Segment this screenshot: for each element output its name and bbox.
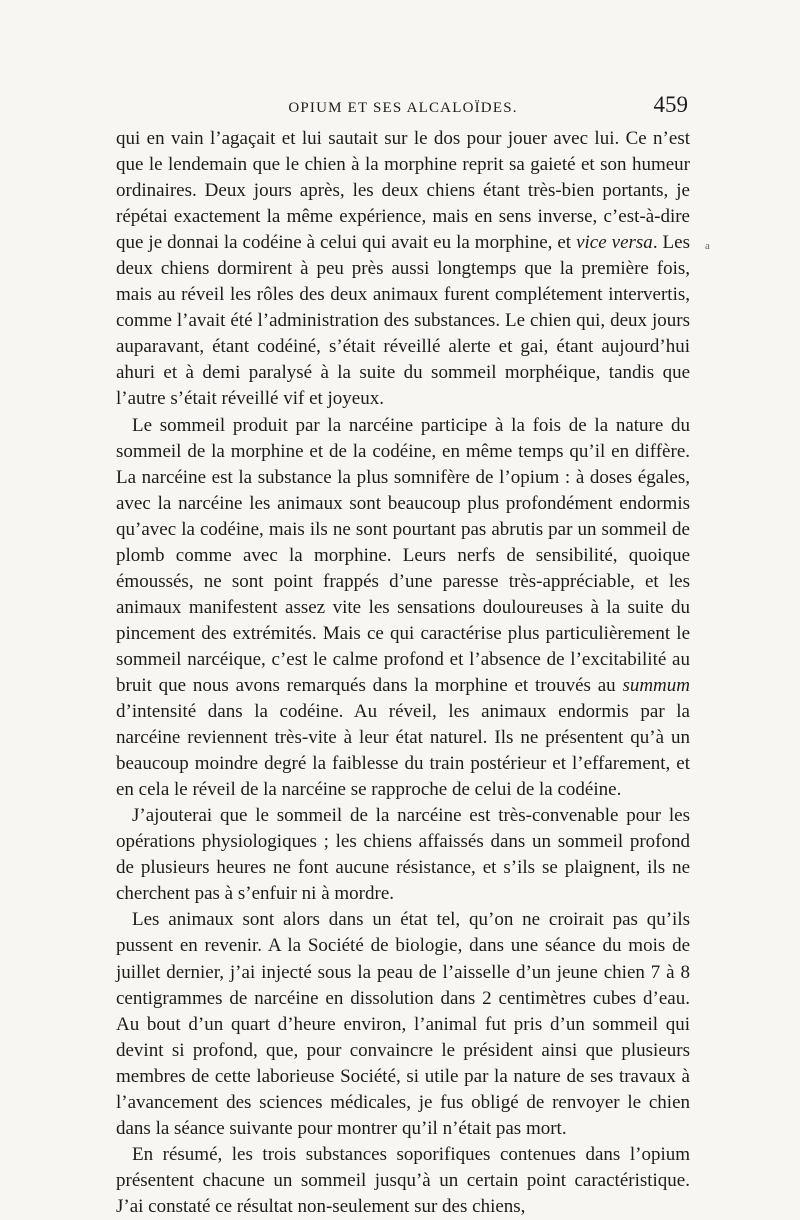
page-header: [116, 92, 690, 126]
book-page: [116, 92, 690, 1220]
italic-phrase: summum: [622, 674, 690, 696]
paragraph-1: qui en vain l’agaçait et lui sautait sur le dos pour jouer avec lui. Ce n’est que le lendemain que le chien à la morphine reprit sa gaieté et son humeur ordinaires. Deux jours après, les deux chiens étant très-bien portants, je répétai exactement la même expérience, mais en sens inverse, c’est-à-dire que je donnai la codéine à celui qui avait eu la morphine, et vice versa. Les deux chiens dormirent à peu près aussi longtemps que la première fois, mais au réveil les rôles des deux animaux furent complétement intervertis, comme l’avait été l’administration des substances. Le chien qui, deux jours auparavant, étant codéiné, s’était réveillé alerte et gai, étant aujourd’hui ahuri et à demi paralysé à la suite du sommeil morphéique, tandis que l’autre s’était réveillé vif et joyeux.: [116, 128, 690, 410]
paragraph-3: J’ajouterai que le sommeil de la narcéine est très-convenable pour les opérations physiologiques ; les chiens affaissés dans un sommeil profond de plusieurs heures ne font aucune résistance, et s’ils se plaignent, ils ne cherchent pas à s’enfuir ni à mordre.: [116, 805, 690, 905]
paragraph-5: En résumé, les trois substances soporifiques contenues dans l’opium présentent chacune un sommeil jusqu’à un certain point caractéristique. J’ai constaté ce résultat non-seulement sur des chiens,: [116, 1143, 690, 1217]
italic-phrase: vice versa: [576, 232, 653, 254]
paragraph-4: Les animaux sont alors dans un état tel, qu’on ne croirait pas qu’ils pussent en revenir. A la Société de biologie, dans une séance du mois de juillet dernier, j’ai injecté sous la peau de l’aisselle d’un jeune chien 7 à 8 centigrammes de narcéine en dissolution dans 2 centimètres cubes d’eau. Au bout d’un quart d’heure environ, l’animal fut pris d’un sommeil qui devint si profond, que, pour convaincre le président ainsi que plusieurs membres de cette laborieuse Société, si utile par la nature de ses travaux à l’avancement des sciences médicales, je fus obligé de renvoyer le chien dans la séance suivante pour montrer qu’il n’était pas mort.: [116, 909, 690, 1139]
page-number: 459: [653, 92, 688, 117]
running-title: OPIUM ET SES ALCALOÏDES.: [288, 100, 518, 116]
body-text: [116, 126, 690, 1220]
margin-mark: a: [705, 240, 710, 252]
paragraph-2: Le sommeil produit par la narcéine participe à la fois de la nature du sommeil de la morphine et de la codéine, en même temps qu’il en diffère. La narcéine est la substance la plus somnifère de l’opium : à doses égales, avec la narcéine les animaux sont beaucoup plus profondément endormis qu’avec la codéine, mais ils ne sont pourtant pas abrutis par un sommeil de plomb comme avec la morphine. Leurs nerfs de sensibilité, quoique émoussés, ne sont point frappés d’une paresse très-appréciable, et les animaux manifestent assez vite les sensations douloureuses à la suite du pincement des extrémités. Mais ce qui caractérise plus particulièrement le sommeil narcéique, c’est le calme profond et l’absence de l’excitabilité au bruit que nous avons remarqués dans la morphine et trouvés au summum d’intensité dans la codéine. Au réveil, les animaux endormis par la narcéine reviennent très-vite à leur état naturel. Ils ne présentent qu’à un beaucoup moindre degré la faiblesse du train postérieur et l’effarement, et en cela le réveil de la narcéine se rapproche de celui de la codéine.: [116, 414, 690, 801]
